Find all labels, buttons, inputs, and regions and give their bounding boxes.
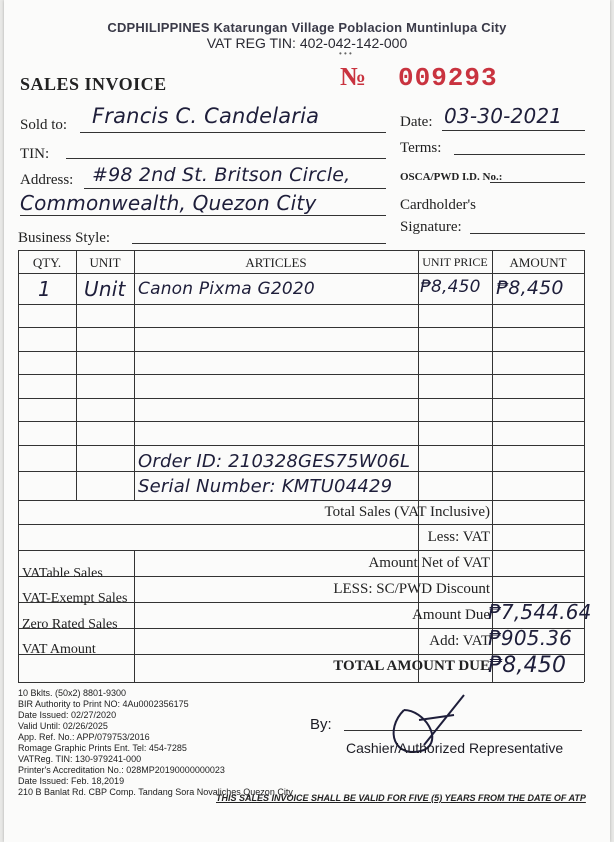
row1-amount: ₱8,450 [496,277,564,299]
col-articles: ARTICLES [245,255,307,270]
vat-amount-label: VAT Amount [22,642,96,657]
address-value-2: Commonwealth, Quezon City [20,191,317,215]
col-qty: QTY. [32,255,62,270]
osca-label: OSCA/PWD I.D. No.: [400,171,503,183]
add-vat-value: ₱905.36 [488,626,573,650]
address-label: Address: [20,172,74,188]
cashier-label: Cashier/Authorized Representative [346,740,564,756]
zero-rated-label: Zero Rated Sales [22,617,118,632]
items-table [18,250,592,682]
address-line-1 [84,188,386,189]
date-line [442,130,585,131]
osca-line [490,182,585,183]
col-unit-price: UNIT PRICE [422,255,488,269]
less-sc-label: LESS: SC/PWD Discount [333,581,490,597]
address-line-2 [20,215,386,216]
serial-number-note: Serial Number: KMTU04429 [138,476,393,497]
sold-to-label: Sold to: [20,117,68,133]
vat-reg: VAT REG TIN: 402-042-142-000 [206,35,408,51]
terms-line [454,154,585,155]
total-due-label: TOTAL AMOUNT DUE [333,658,490,674]
date-label: Date: [400,114,433,130]
invoice-number: 009293 [398,63,498,93]
less-vat-label: Less: VAT [427,529,490,545]
tin-line [66,158,386,159]
vat-exempt-label: VAT-Exempt Sales [22,591,128,606]
date-value: 03-30-2021 [444,104,563,128]
address-value-1: #98 2nd St. Britson Circle, [92,164,351,186]
dots-decoration: • • • [339,49,352,58]
signature-line [470,233,585,234]
order-id-note: Order ID: 210328GES75W06L [138,451,411,472]
sold-to-value: Francis C. Candelaria [92,104,320,128]
col-amount: AMOUNT [509,255,567,270]
signature-label: Signature: [400,219,462,235]
printer-info: 10 Bklts. (50x2) 8801-9300 BIR Authority to Print NO: 4Au0002356175 Date Issued: 02/27/2020 Valid Until: 02/26/2025 App. Ref. No.: APP/079753/2016 Romage Graphic Prints Ent. Tel: 454-7285 VATReg. TIN: 130-979241-000 Printer's Accreditation No.: 028MP20190000000023 Date Issued: Feb. 18,2019 210 B Banlat Rd. CBP Comp. Tandang Sora Novaliches Quezon City [18,688,293,797]
business-style-line [132,243,386,244]
invoice-paper [4,0,610,842]
row1-qty: 1 [38,277,51,301]
add-vat-label: Add: VAT [429,633,490,649]
total-due-value: ₱8,450 [488,653,567,678]
vatable-sales-label: VATable Sales [22,566,103,581]
amount-net-label: Amount Net of VAT [368,555,490,571]
invoice-number-label: № [340,62,367,91]
by-label: By: [310,716,332,733]
atp-notice: THIS SALES INVOICE SHALL BE VALID FOR FIVE (5) YEARS FROM THE DATE OF ATP [216,793,586,803]
tin-label: TIN: [20,146,50,162]
amount-due-label: Amount Due [412,607,490,623]
row1-unit: Unit [84,277,126,301]
terms-label: Terms: [400,140,442,156]
col-unit: UNIT [89,255,121,270]
row1-article: Canon Pixma G2020 [138,279,315,299]
sold-to-line [80,132,386,133]
cardholder-label: Cardholder's [400,197,477,213]
invoice-title: SALES INVOICE [20,74,167,94]
row1-unit-price: ₱8,450 [420,277,481,297]
business-style-label: Business Style: [18,230,111,246]
amount-due-value: ₱7,544.64 [488,600,592,624]
company-header: CDPHILIPPINES Katarungan Village Poblacion Muntinlupa City [107,20,507,35]
total-sales-label: Total Sales (VAT Inclusive) [324,504,490,520]
